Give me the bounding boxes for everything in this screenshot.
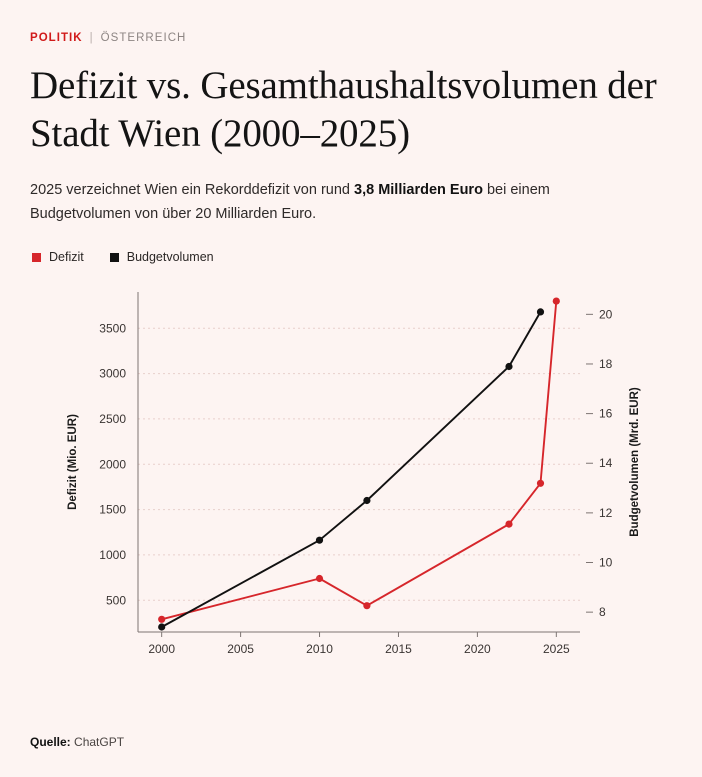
x-tick-label: 2005 [227,642,254,657]
y-tick-label: 3000 [99,366,126,381]
y-tick-label: 2000 [99,457,126,472]
source-note [30,735,124,749]
y-tick-label: 1500 [99,502,126,517]
y2-tick-label: 14 [599,456,613,471]
legend-item-budgetvolumen [110,250,214,264]
page-title: Defizit vs. Gesamthaushaltsvolumen der Stadt Wien (2000–2025) [30,64,657,155]
data-point-budgetvolumen [363,497,370,504]
y-tick-label: 1000 [99,548,126,563]
chart-legend [32,250,672,264]
legend-item-defizit [32,250,84,264]
x-tick-label: 2000 [148,642,176,657]
y-tick-label: 2500 [99,412,126,427]
data-point-budgetvolumen [316,537,323,544]
y-tick-label: 500 [105,593,126,608]
y2-tick-label: 12 [599,506,613,521]
chart [30,278,672,678]
data-point-defizit [537,480,544,487]
data-point-budgetvolumen [537,308,544,315]
data-point-defizit [316,575,323,582]
data-point-budgetvolumen [158,624,165,631]
legend-label-budgetvolumen: Budgetvolumen [126,250,214,265]
series-line-budgetvolumen [162,312,541,627]
legend-swatch-defizit [32,253,41,262]
kicker-category: POLITIK [30,32,83,44]
data-point-defizit [363,602,370,609]
kicker-subcategory: ÖSTERREICH [100,32,187,44]
series-line-defizit [162,301,557,619]
y2-axis-title: Budgetvolumen (Mrd. EUR) [629,387,641,537]
x-tick-label: 2025 [542,642,570,657]
data-point-defizit [505,521,512,528]
source-label: Quelle: [30,735,71,749]
y2-tick-label: 16 [599,406,613,421]
standfirst-part2: bei einem Budgetvolumen von über 20 Milliarden Euro. [30,182,550,222]
standfirst-part1: 2025 verzeichnet Wien ein Rekorddefizit von rund [30,182,355,199]
legend-label-defizit: Defizit [49,250,84,265]
chart-svg [30,278,672,678]
data-point-defizit [158,616,165,623]
y2-tick-label: 20 [599,307,613,322]
kicker-separator: | [89,32,94,44]
standfirst [30,179,630,226]
standfirst-highlight: 3,8 Milliarden Euro [354,182,483,199]
data-point-budgetvolumen [505,363,512,370]
y2-tick-label: 10 [599,555,613,570]
data-point-defizit [553,298,560,305]
y-tick-label: 3500 [99,321,126,336]
source-value: ChatGPT [74,735,125,749]
y-axis-title: Defizit (Mio. EUR) [67,414,79,511]
kicker [30,32,672,44]
x-tick-label: 2020 [464,642,491,657]
x-tick-label: 2010 [306,642,333,657]
y2-tick-label: 8 [599,605,606,620]
x-tick-label: 2015 [385,642,412,657]
legend-swatch-budgetvolumen [110,253,119,262]
y2-tick-label: 18 [599,357,613,372]
